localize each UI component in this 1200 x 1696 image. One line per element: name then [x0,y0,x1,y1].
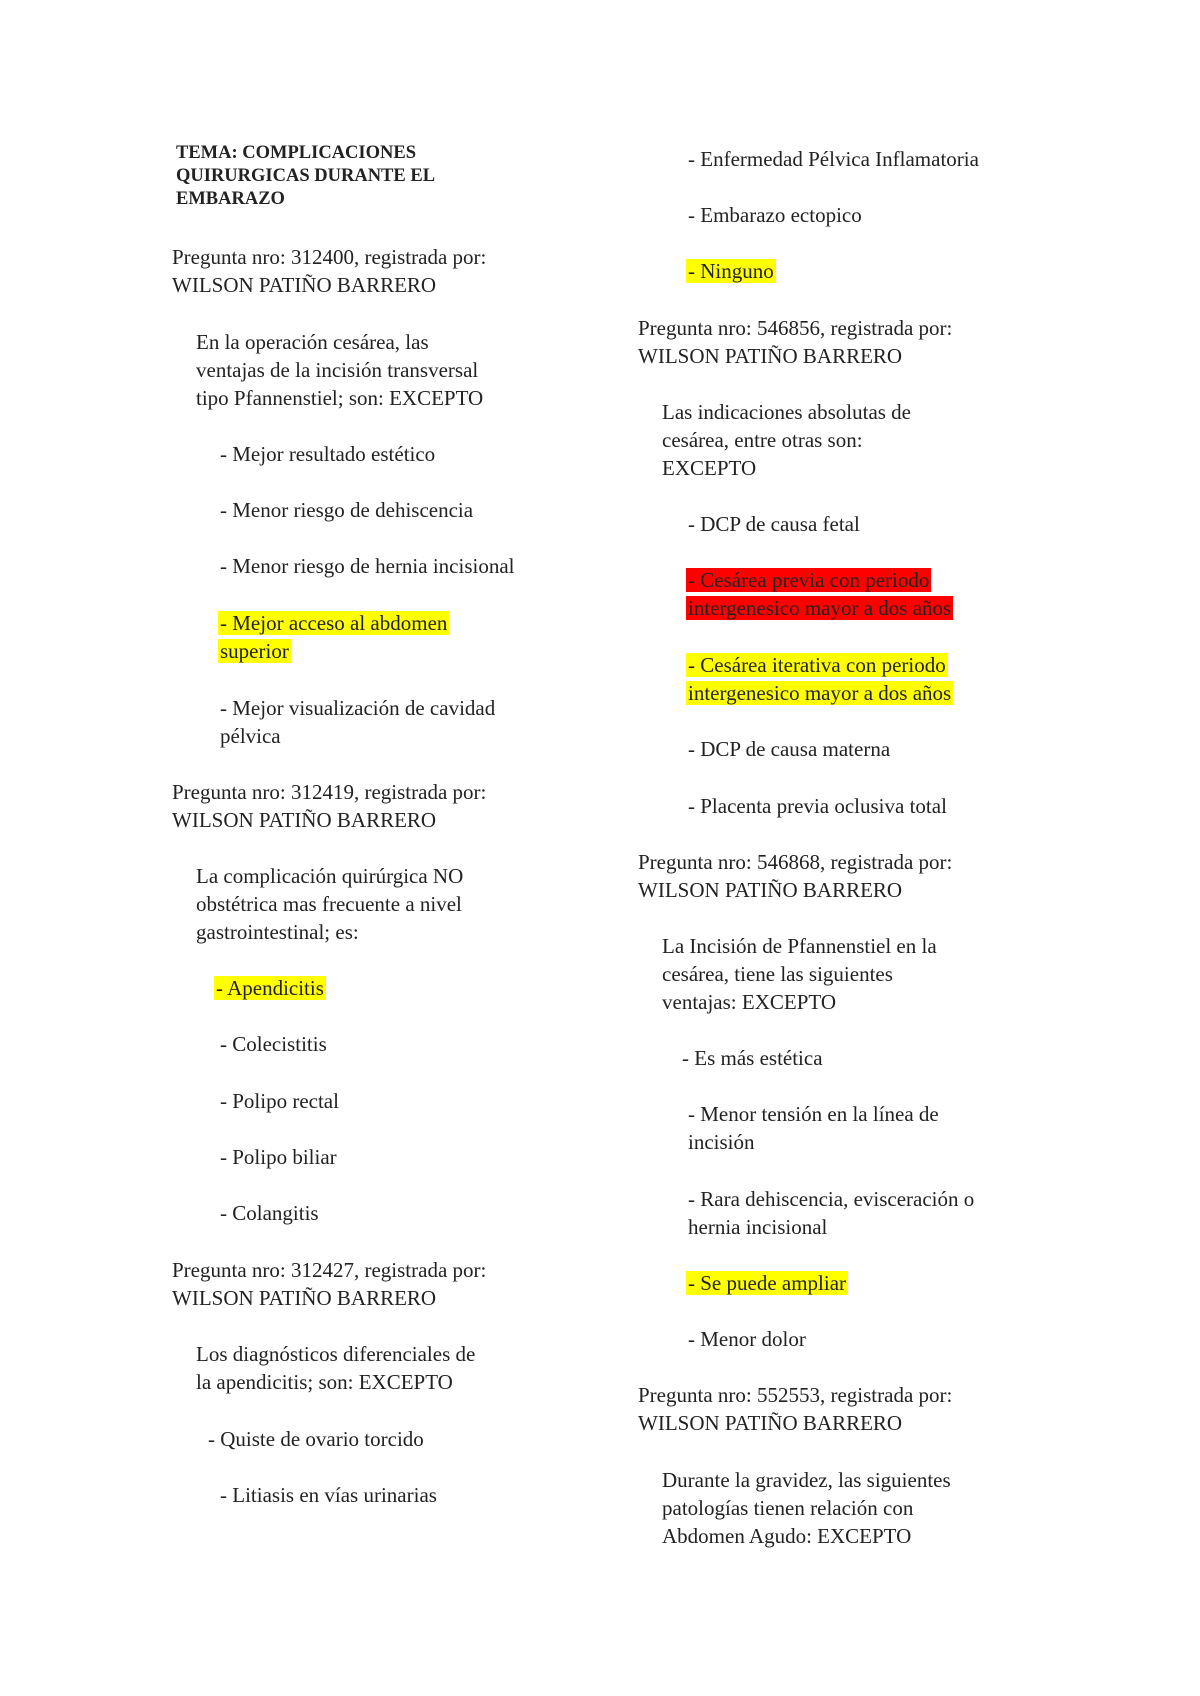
prompt-line: gastrointestinal; es: [196,920,359,944]
answer-option: - Enfermedad Pélvica Inflamatoria [688,147,979,171]
question-prompt [662,398,911,482]
answer-option: - DCP de causa fetal [688,512,860,536]
prompt-line: Abdomen Agudo: EXCEPTO [662,1524,912,1548]
answer-option: - Menor dolor [688,1327,806,1351]
question-header [638,848,952,904]
question-author: WILSON PATIÑO BARRERO [172,808,437,832]
question-header [172,778,486,834]
prompt-line: la apendicitis; son: EXCEPTO [196,1370,453,1394]
question-number: Pregunta nro: 546868, registrada por: [638,850,953,874]
answer-option-correct: - Apendicitis [216,976,324,1000]
question-header [172,243,486,299]
prompt-line: Las indicaciones absolutas de [662,400,912,424]
prompt-line: obstétrica mas frecuente a nivel [196,892,462,916]
question-author: WILSON PATIÑO BARRERO [172,273,437,297]
question-number: Pregunta nro: 546856, registrada por: [638,316,953,340]
question-prompt [662,932,937,1016]
question-prompt [662,1466,951,1550]
answer-option: - Polipo biliar [220,1145,337,1169]
question-author: WILSON PATIÑO BARRERO [638,1411,903,1435]
answer-option: - Menor riesgo de dehiscencia [220,498,474,522]
question-header [172,1256,486,1312]
answer-option: - Placenta previa oclusiva total [688,794,947,818]
title-line: EMBARAZO [176,189,285,209]
question-author: WILSON PATIÑO BARRERO [638,878,903,902]
prompt-line: ventajas: EXCEPTO [662,990,837,1014]
prompt-line: La Incisión de Pfannenstiel en la [662,934,937,958]
question-number: Pregunta nro: 312419, registrada por: [172,780,487,804]
question-number: Pregunta nro: 312400, registrada por: [172,245,487,269]
answer-option-correct: - Se puede ampliar [688,1271,847,1295]
answer-option-correct: - Cesárea iterativa con periodo intergenesico mayor a dos años [688,653,952,705]
question-prompt [196,1340,475,1396]
answer-option: - Quiste de ovario torcido [208,1427,424,1451]
document-title [176,142,435,211]
prompt-line: La complicación quirúrgica NO [196,864,464,888]
answer-option: - Mejor resultado estético [220,442,436,466]
answer-option: - Es más estética [682,1046,823,1070]
answer-option: - Litiasis en vías urinarias [220,1483,437,1507]
answer-option: - Embarazo ectopico [688,203,862,227]
prompt-line: tipo Pfannenstiel; son: EXCEPTO [196,386,484,410]
prompt-line: cesárea, tiene las siguientes [662,962,893,986]
question-header [638,1381,952,1437]
answer-option: - Polipo rectal [220,1089,339,1113]
answer-option: - Colecistitis [220,1032,327,1056]
question-prompt [196,862,463,946]
question-number: Pregunta nro: 552553, registrada por: [638,1383,953,1407]
answer-option: - Colangitis [220,1201,319,1225]
answer-option-correct: - Ninguno [688,259,774,283]
prompt-line: EXCEPTO [662,456,757,480]
answer-option-wrong: - Cesárea previa con periodo intergenesico mayor a dos años [688,568,952,620]
question-header [638,314,952,370]
title-line: TEMA: COMPLICACIONES [176,143,416,163]
question-prompt [196,328,483,412]
answer-option-correct: - Mejor acceso al abdomen superior [220,611,448,663]
prompt-line: ventajas de la incisión transversal [196,358,479,382]
answer-option: - Mejor visualización de cavidad pélvica [220,696,496,748]
answer-option: - Menor tensión en la línea de incisión [688,1102,939,1154]
question-number: Pregunta nro: 312427, registrada por: [172,1258,487,1282]
prompt-line: Los diagnósticos diferenciales de [196,1342,476,1366]
question-author: WILSON PATIÑO BARRERO [638,344,903,368]
answer-option: - Rara dehiscencia, evisceración o hernia incisional [688,1187,975,1239]
answer-option: - DCP de causa materna [688,737,891,761]
question-author: WILSON PATIÑO BARRERO [172,1286,437,1310]
prompt-line: En la operación cesárea, las [196,330,429,354]
prompt-line: Durante la gravidez, las siguientes [662,1468,951,1492]
prompt-line: cesárea, entre otras son: [662,428,863,452]
answer-option: - Menor riesgo de hernia incisional [220,554,515,578]
title-line: QUIRURGICAS DURANTE EL [176,166,436,186]
prompt-line: patologías tienen relación con [662,1496,914,1520]
